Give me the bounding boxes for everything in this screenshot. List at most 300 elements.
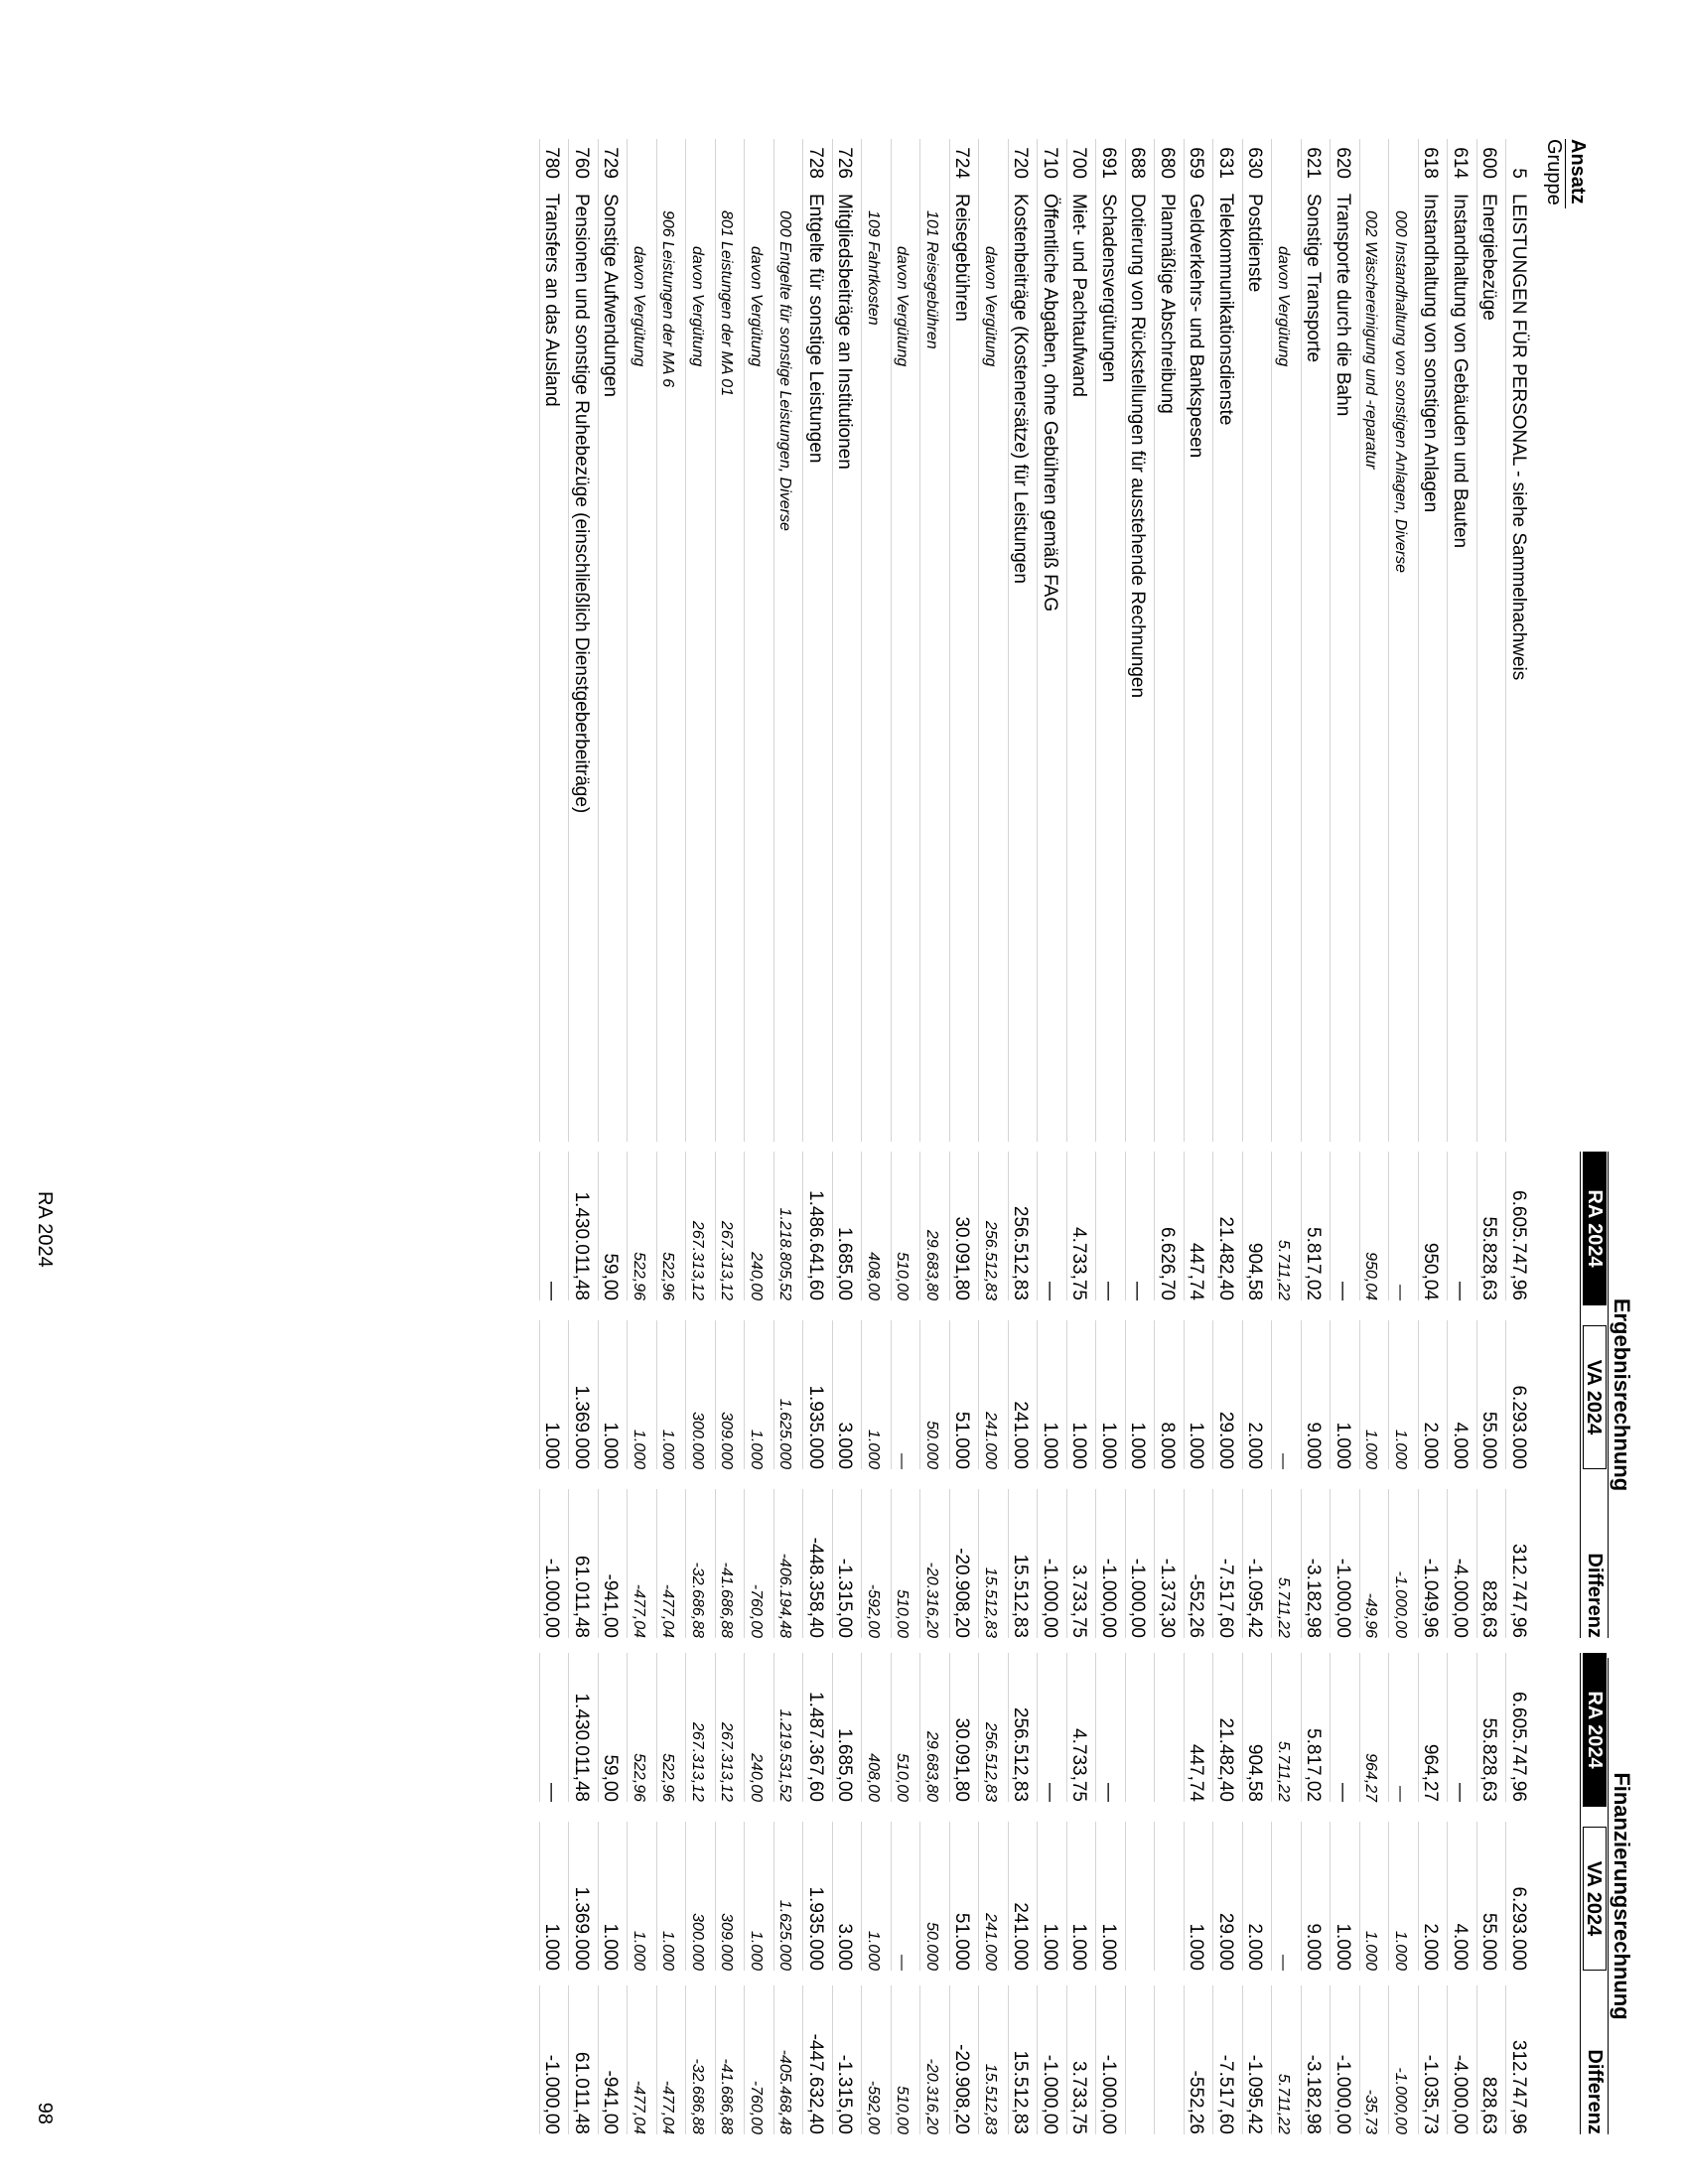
ergebnis-ra-cell: 30.091,80	[951, 1216, 973, 1300]
ergebnis-ra-cell: —	[1333, 1282, 1353, 1300]
finanz-ra-cell: 5.817,02	[1303, 1728, 1325, 1802]
row-separator	[745, 1152, 746, 1300]
row-separator	[1272, 1320, 1273, 1469]
row-separator	[686, 139, 687, 1142]
table-row	[772, 0, 801, 2184]
gruppe-cell: 760	[571, 147, 592, 179]
table-row	[947, 0, 977, 2184]
finanz-va-cell: 1.000	[659, 1930, 677, 1971]
table-row	[1387, 0, 1417, 2184]
row-separator	[891, 1985, 892, 2134]
finanz-ra-cell: 256.512,83	[982, 1721, 999, 1802]
ergebnis-ra-cell: 267.313,12	[689, 1220, 706, 1300]
row-separator	[715, 1653, 716, 1802]
finanz-va-cell: 1.000	[1362, 1930, 1380, 1971]
ergebnis-diff-cell: -4.000,00	[1450, 1558, 1471, 1638]
row-separator	[773, 1822, 774, 1971]
table-row	[1123, 0, 1153, 2184]
label-cell: Energiebezüge	[1478, 194, 1500, 321]
row-separator	[773, 139, 774, 1142]
row-separator	[686, 1320, 687, 1469]
label-cell: Entgelte für sonstige Leistungen	[805, 194, 826, 464]
ergebnis-ra-cell: 1.430.011,48	[571, 1191, 592, 1300]
row-separator	[656, 139, 657, 1142]
row-separator	[686, 1489, 687, 1638]
label-cell: davon Vergütung	[631, 246, 647, 367]
gruppe-cell: 630	[1244, 147, 1266, 179]
ergebnis-diff-cell: -1.373,30	[1157, 1558, 1178, 1638]
row-separator	[1359, 1653, 1360, 1802]
row-separator	[920, 1152, 921, 1300]
gruppe-cell: 780	[541, 147, 563, 179]
label-cell: Planmäßige Abschreibung	[1157, 194, 1178, 414]
ergebnis-va-cell: 1.000	[748, 1429, 765, 1469]
gruppe-cell: 729	[600, 147, 622, 179]
ergebnis-diff-cell: 510,00	[894, 1589, 912, 1638]
label-cell: Telekommunikationsdienste	[1215, 194, 1236, 426]
row-separator	[715, 1320, 716, 1469]
label-cell: 000 Instandhaltung von sonstigen Anlagen, Diverse	[1392, 210, 1409, 573]
finanz-ra-cell: 1.487.367,60	[805, 1692, 826, 1802]
row-separator	[1359, 1985, 1360, 2134]
ergebnis-va-cell: 1.000	[1040, 1422, 1060, 1469]
ergebnis-col-rule	[1580, 1152, 1581, 1638]
ergebnis-diff-cell: 828,63	[1478, 1579, 1500, 1638]
ergebnis-va-cell: 241.000	[1010, 1401, 1032, 1469]
table-row	[567, 0, 597, 2184]
ergebnisrechnung-header: Ergebnisrechnung	[1610, 1297, 1634, 1492]
row-separator	[773, 1985, 774, 2134]
table-row	[889, 0, 918, 2184]
ergebnis-ra-cell: 21.482,40	[1215, 1216, 1236, 1300]
ergebnis-diff-cell: -7.517,60	[1215, 1558, 1236, 1638]
row-separator	[891, 1822, 892, 1971]
ergebnis-ra-cell: —	[1040, 1282, 1060, 1300]
finanz-va-cell: 55.000	[1478, 1912, 1500, 1971]
table-row	[1270, 0, 1300, 2184]
row-separator	[686, 1152, 687, 1300]
finanz-va-cell: 50.000	[923, 1922, 940, 1971]
ergebnis-ra-cell: 510,00	[894, 1252, 912, 1300]
finanz-diff-cell: -32.686,88	[689, 2058, 706, 2134]
finanz-diff-cell: 3.733,75	[1068, 2061, 1090, 2134]
ergebnis-va-cell: 1.000	[1333, 1422, 1353, 1469]
row-separator	[715, 1152, 716, 1300]
row-separator	[1272, 1653, 1273, 1802]
ergebnis-diff-cell: -1.000,00	[1098, 1558, 1119, 1638]
finanz-va-cell: 4.000	[1450, 1923, 1471, 1971]
row-separator	[891, 1152, 892, 1300]
ergebnis-diff-cell: 312.747,96	[1508, 1543, 1529, 1638]
gruppe-cell: 700	[1068, 147, 1090, 179]
row-separator	[628, 1653, 629, 1802]
ergebnis-ra-cell: 256.512,83	[1010, 1205, 1032, 1300]
finanz-diff-cell: -1.000,00	[1098, 2054, 1119, 2134]
finanz-va-cell: 1.625.000	[776, 1899, 794, 1971]
row-separator	[862, 1653, 863, 1802]
row-separator	[891, 1653, 892, 1802]
ergebnis-diff-cell: -1.049,96	[1420, 1558, 1442, 1638]
finanz-va-cell: 1.000	[541, 1923, 563, 1971]
finanz-va-cell: 1.000	[1040, 1923, 1060, 1971]
ergebnis-va-cell: 2.000	[1420, 1422, 1442, 1469]
finanz-va-cell: 51.000	[951, 1912, 973, 1971]
label-cell: 109 Fahrtkosten	[865, 210, 882, 326]
ergebnis-diff-cell: -760,00	[748, 1583, 765, 1638]
finanz-diff-cell: -1.000,00	[1040, 2054, 1060, 2134]
finanz-diff-cell: -1.000,00	[541, 2054, 563, 2134]
table-row	[537, 0, 567, 2184]
ergebnis-diff-cell: 5.711,22	[1275, 1576, 1292, 1638]
ergebnis-ra-cell: 950,04	[1362, 1252, 1380, 1300]
finanz-diff-cell: -1.315,00	[834, 2054, 856, 2134]
row-separator	[1389, 139, 1390, 1142]
ergebnis-va-cell: 4.000	[1450, 1422, 1471, 1469]
ergebnis-diff-cell: -49,96	[1362, 1592, 1380, 1638]
finanz-va-cell: 1.000	[1068, 1923, 1090, 1971]
row-separator	[686, 1822, 687, 1971]
row-separator	[628, 1489, 629, 1638]
ergebnis-va-cell: 1.000	[1186, 1422, 1207, 1469]
row-separator	[656, 1653, 657, 1802]
finanz-diff-cell: 312.747,96	[1508, 2039, 1529, 2134]
finanz-diff-cell: -1.095,42	[1244, 2054, 1266, 2134]
row-separator	[1389, 1152, 1390, 1300]
ergebnis-va-cell: 1.000	[1362, 1429, 1380, 1469]
label-cell: Mitgliedsbeiträge an Institutionen	[834, 194, 856, 470]
row-separator	[979, 1320, 980, 1469]
label-cell: davon Vergütung	[982, 246, 999, 367]
gruppe-cell: 688	[1127, 147, 1149, 179]
finanz-diff-cell: -20.316,20	[923, 2058, 940, 2134]
finanz-ra-cell: 408,00	[865, 1753, 882, 1802]
ergebnis-ra-cell: —	[541, 1282, 563, 1300]
ergebnis-va-cell: —	[894, 1453, 912, 1469]
finanz-ra-cell: 29.683,80	[923, 1730, 940, 1802]
row-separator	[745, 1320, 746, 1469]
label-cell: Instandhaltung von Gebäuden und Bauten	[1450, 194, 1471, 549]
row-separator	[715, 1822, 716, 1971]
finanz-va-cell: 1.000	[1098, 1923, 1119, 1971]
gruppe-cell: 5	[1508, 168, 1529, 179]
finanz-diff-cell: 15.512,83	[982, 2063, 999, 2134]
finanz-diff-cell: 5.711,22	[1275, 2073, 1292, 2134]
finanz-va-cell: 1.000	[748, 1930, 765, 1971]
ergebnis-va-cell: 6.293.000	[1508, 1385, 1529, 1469]
row-separator	[745, 1489, 746, 1638]
row-separator	[862, 1985, 863, 2134]
ergebnis-ra-cell: 240,00	[748, 1252, 765, 1300]
row-separator	[1359, 1489, 1360, 1638]
row-separator	[656, 1822, 657, 1971]
table-row	[1474, 0, 1504, 2184]
gruppe-cell: 710	[1040, 147, 1060, 179]
ergebnis-diff-cell: 3.733,75	[1068, 1565, 1090, 1638]
ergebnis-diff-cell: -592,00	[865, 1583, 882, 1638]
row-separator	[656, 1320, 657, 1469]
gruppe-cell: 720	[1010, 147, 1032, 179]
ergebnis-va-cell: 29.000	[1215, 1411, 1236, 1469]
table-row	[918, 0, 948, 2184]
label-cell: 000 Entgelte für sonstige Leistungen, Diverse	[776, 210, 794, 531]
finanz-ra-cell: 447,74	[1186, 1743, 1207, 1802]
finanz-va-cell: 9.000	[1303, 1923, 1325, 1971]
row-separator	[656, 1489, 657, 1638]
table-row	[801, 0, 831, 2184]
label-cell: davon Vergütung	[894, 246, 912, 367]
label-cell: davon Vergütung	[1275, 246, 1292, 367]
finanz-diff-cell: -760,00	[748, 2080, 765, 2134]
finanz-diff-cell: -941,00	[600, 2070, 622, 2134]
row-separator	[745, 1985, 746, 2134]
row-separator	[979, 1653, 980, 1802]
row-separator	[920, 1489, 921, 1638]
finanz-diff-cell: -20.908,20	[951, 2044, 973, 2134]
finanz-va-cell: 2.000	[1244, 1923, 1266, 1971]
table-row	[1064, 0, 1094, 2184]
label-cell: Transporte durch die Bahn	[1333, 194, 1353, 417]
ergebnis-ra-cell: 447,74	[1186, 1242, 1207, 1300]
label-cell: Öffentliche Abgaben, ohne Gebühren gemäß FAG	[1040, 194, 1060, 613]
f-va-header: VA 2024	[1583, 1827, 1607, 1971]
ergebnis-va-cell: 55.000	[1478, 1411, 1500, 1469]
table-row	[1357, 0, 1387, 2184]
ergebnis-va-cell: 241.000	[982, 1412, 999, 1469]
row-separator	[1125, 1653, 1126, 1802]
ergebnis-ra-cell: 950,04	[1420, 1242, 1442, 1300]
ergebnis-diff-cell: 61.011,48	[571, 1555, 592, 1638]
ergebnis-diff-cell: -1.315,00	[834, 1558, 856, 1638]
e-va-header: VA 2024	[1583, 1325, 1607, 1469]
row-separator	[979, 1822, 980, 1971]
finanz-diff-cell: -592,00	[865, 2080, 882, 2134]
table-row	[977, 0, 1007, 2184]
ergebnis-va-cell: 1.000	[541, 1422, 563, 1469]
finanz-diff-cell: -447.632,40	[805, 2033, 826, 2134]
row-separator	[745, 1822, 746, 1971]
finanz-va-cell: 1.935.000	[805, 1886, 826, 1971]
finanz-ra-cell: 522,96	[631, 1753, 647, 1802]
table-row	[713, 0, 743, 2184]
row-separator	[862, 1489, 863, 1638]
table-row	[860, 0, 890, 2184]
label-cell: 002 Wäschereinigung und -reparatur	[1362, 210, 1380, 470]
label-cell: Sonstige Transporte	[1303, 194, 1325, 363]
row-separator	[773, 1152, 774, 1300]
gruppe-cell: 600	[1478, 147, 1500, 179]
row-separator	[979, 1152, 980, 1300]
finanz-ra-cell: 267.313,12	[718, 1721, 736, 1802]
ergebnis-ra-cell: 267.313,12	[718, 1220, 736, 1300]
finanz-diff-cell: 510,00	[894, 2086, 912, 2134]
finanz-va-cell: 1.000	[1333, 1923, 1353, 1971]
f-ra-header: RA 2024	[1583, 1653, 1607, 1807]
ergebnis-ra-cell: 408,00	[865, 1252, 882, 1300]
finanz-va-cell: 1.000	[631, 1930, 647, 1971]
row-separator	[745, 139, 746, 1142]
ergebnis-diff-cell: -1.000,00	[1040, 1558, 1060, 1638]
finanz-diff-cell: -4.000,00	[1450, 2054, 1471, 2134]
row-separator	[1359, 1822, 1360, 1971]
label-cell: Schadensvergütungen	[1098, 194, 1119, 383]
ergebnis-va-cell: 1.000	[631, 1429, 647, 1469]
label-cell: 101 Reisegebühren	[923, 210, 940, 349]
gruppe-cell: 620	[1333, 147, 1353, 179]
ergebnis-va-cell: 1.000	[659, 1429, 677, 1469]
finanz-ra-cell: 59,00	[600, 1754, 622, 1802]
ergebnis-diff-cell: -1.095,42	[1244, 1558, 1266, 1638]
ergebnis-diff-cell: -941,00	[600, 1573, 622, 1638]
finanz-ra-cell: —	[1450, 1783, 1471, 1802]
finanz-va-cell: 3.000	[834, 1923, 856, 1971]
finanz-diff-cell: -477,04	[659, 2080, 677, 2134]
ergebnis-va-cell: 1.625.000	[776, 1398, 794, 1469]
row-separator	[686, 1653, 687, 1802]
table-row	[1329, 0, 1358, 2184]
ergebnis-header-rule	[1608, 1152, 1609, 1638]
row-separator	[979, 139, 980, 1142]
finanz-ra-cell: 1.685,00	[834, 1728, 856, 1802]
ergebnis-ra-cell: 1.685,00	[834, 1227, 856, 1300]
ergebnis-diff-cell: -1.000,00	[1333, 1558, 1353, 1638]
finanz-ra-cell: —	[1040, 1783, 1060, 1802]
ergebnis-va-cell: 1.000	[1098, 1422, 1119, 1469]
ergebnis-va-cell: 1.000	[600, 1422, 622, 1469]
ergebnis-diff-cell: -32.686,88	[689, 1562, 706, 1638]
finanz-ra-cell: 1.430.011,48	[571, 1693, 592, 1802]
finanz-ra-cell: 964,27	[1362, 1753, 1380, 1802]
row-separator	[891, 1320, 892, 1469]
row-separator	[920, 1653, 921, 1802]
ergebnis-ra-cell: 6.605.747,96	[1508, 1190, 1529, 1300]
row-separator	[862, 1320, 863, 1469]
ergebnis-diff-cell: -552,26	[1186, 1573, 1207, 1638]
label-cell: davon Vergütung	[689, 246, 706, 367]
page-number: 98	[34, 2102, 56, 2124]
finanz-diff-cell: -41.686,88	[718, 2058, 736, 2134]
ergebnis-diff-cell: -1.000,00	[1127, 1558, 1149, 1638]
ansatz-underline	[1565, 139, 1566, 208]
finanz-va-cell: 1.000	[1186, 1923, 1207, 1971]
row-separator	[656, 1985, 657, 2134]
finanz-va-cell: 241.000	[982, 1913, 999, 1971]
finanz-va-cell: 1.000	[600, 1923, 622, 1971]
row-separator	[686, 1985, 687, 2134]
label-cell: 801 Leistungen der MA 01	[718, 210, 736, 397]
ergebnis-diff-cell: -20.316,20	[923, 1562, 940, 1638]
label-cell: davon Vergütung	[748, 246, 765, 367]
gruppe-cell: 614	[1450, 147, 1471, 179]
ergebnis-va-cell: 50.000	[923, 1421, 940, 1469]
ergebnis-ra-cell: 1.218.805,52	[776, 1207, 794, 1300]
row-separator	[920, 1822, 921, 1971]
finanz-diff-cell: 828,63	[1478, 2076, 1500, 2134]
row-separator	[715, 1985, 716, 2134]
row-separator	[628, 139, 629, 1142]
row-separator	[628, 1985, 629, 2134]
table-row	[684, 0, 714, 2184]
ergebnis-diff-cell: -448.358,40	[805, 1537, 826, 1638]
gruppe-cell: 618	[1420, 147, 1442, 179]
ergebnis-diff-cell: -1.000,00	[541, 1558, 563, 1638]
finanz-header-rule	[1608, 1658, 1609, 2134]
finanz-diff-cell: -552,26	[1186, 2070, 1207, 2134]
finanz-ra-cell: 240,00	[748, 1753, 765, 1802]
label-cell: Reisegebühren	[951, 194, 973, 322]
finanz-va-cell: 300.000	[689, 1913, 706, 1971]
ergebnis-va-cell: 1.935.000	[805, 1385, 826, 1469]
row-separator	[1359, 139, 1360, 1142]
row-separator	[862, 1152, 863, 1300]
label-cell: Geldverkehrs- und Bankspesen	[1186, 194, 1207, 459]
finanz-va-cell: 29.000	[1215, 1912, 1236, 1971]
gruppe-cell: 724	[951, 147, 973, 179]
label-cell: Pensionen und sonstige Ruhebezüge (einschließlich Dienstgeberbeiträge)	[571, 194, 592, 814]
table-row	[654, 0, 684, 2184]
row-separator	[773, 1320, 774, 1469]
label-cell: Kostenbeiträge (Kostenersätze) für Leistungen	[1010, 194, 1032, 584]
row-separator	[1359, 1320, 1360, 1469]
ergebnis-ra-cell: 55.828,63	[1478, 1216, 1500, 1300]
table-row	[626, 0, 655, 2184]
finanz-diff-cell: -7.517,60	[1215, 2054, 1236, 2134]
row-separator	[773, 1653, 774, 1802]
finanz-ra-cell: 510,00	[894, 1753, 912, 1802]
row-separator	[1125, 1822, 1126, 1971]
finanz-ra-cell: 904,58	[1244, 1743, 1266, 1802]
label-cell: 906 Leistungen der MA 6	[659, 210, 677, 388]
ergebnis-va-cell: 1.369.000	[571, 1385, 592, 1469]
ergebnis-ra-cell: 522,96	[659, 1252, 677, 1300]
ergebnis-ra-cell: 5.711,22	[1275, 1239, 1292, 1300]
row-separator	[1125, 1985, 1126, 2134]
row-separator	[891, 139, 892, 1142]
table-row	[1299, 0, 1329, 2184]
ergebnis-diff-cell: -20.908,20	[951, 1548, 973, 1638]
finanz-ra-cell: 5.711,22	[1275, 1740, 1292, 1802]
ergebnis-va-cell: 9.000	[1303, 1422, 1325, 1469]
table-row	[1240, 0, 1270, 2184]
ansatz-title: Ansatz	[1567, 139, 1589, 205]
gruppe-cell: 621	[1303, 147, 1325, 179]
row-separator	[1272, 139, 1273, 1142]
row-separator	[1155, 1653, 1156, 1802]
ergebnis-va-cell: 1.000	[1127, 1422, 1149, 1469]
ergebnis-va-cell: 2.000	[1244, 1422, 1266, 1469]
table-row	[1094, 0, 1124, 2184]
ergebnis-va-cell: 1.000	[1392, 1429, 1409, 1469]
table-row	[1211, 0, 1241, 2184]
finanz-diff-cell: -35,73	[1362, 2089, 1380, 2134]
row-separator	[862, 1822, 863, 1971]
finanz-ra-cell: 4.733,75	[1068, 1728, 1090, 1802]
row-separator	[1272, 1152, 1273, 1300]
table-row	[1416, 0, 1446, 2184]
finanz-va-cell: 2.000	[1420, 1923, 1442, 1971]
ergebnis-ra-cell: 6.626,70	[1157, 1227, 1178, 1300]
label-cell: Miet- und Pachtaufwand	[1068, 194, 1090, 397]
ergebnis-ra-cell: 4.733,75	[1068, 1227, 1090, 1300]
label-cell: Instandhaltung von sonstigen Anlagen	[1420, 194, 1442, 513]
ergebnis-diff-cell: 15.512,83	[1010, 1554, 1032, 1638]
ergebnis-va-cell: 3.000	[834, 1422, 856, 1469]
finanz-ra-cell: 964,27	[1420, 1743, 1442, 1802]
ergebnis-diff-cell: -406.194,48	[776, 1553, 794, 1638]
ergebnis-ra-cell: 59,00	[600, 1253, 622, 1300]
gruppe-cell: 691	[1098, 147, 1119, 179]
row-separator	[1389, 1822, 1390, 1971]
row-separator	[862, 139, 863, 1142]
